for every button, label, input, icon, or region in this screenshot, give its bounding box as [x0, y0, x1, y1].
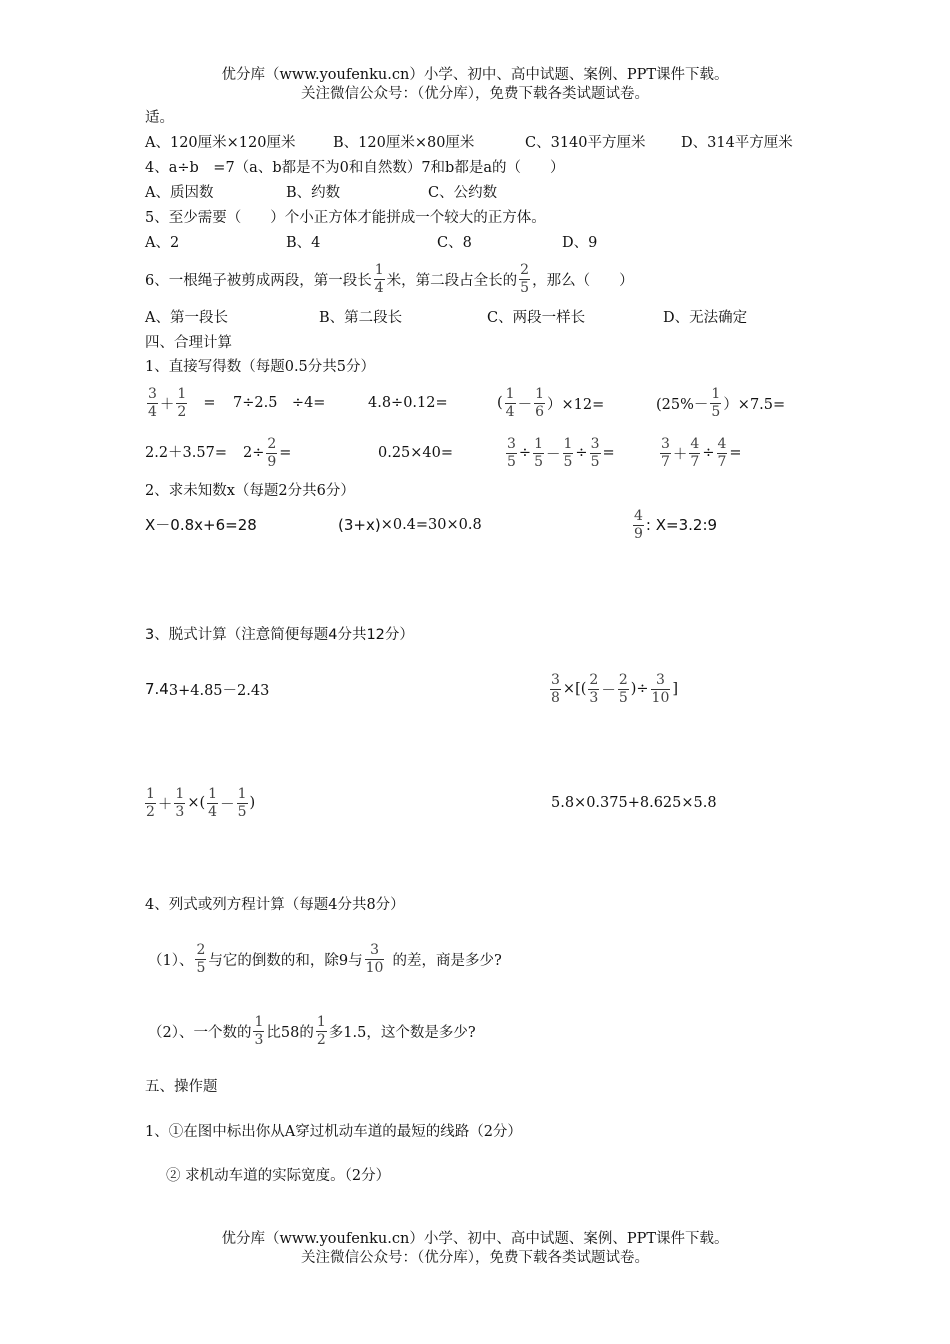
section5-title: 五、操作题: [145, 1079, 218, 1095]
fraction-three-quarters: $\frac{3}{4}$: [148, 385, 157, 420]
fraction-one-quarter: $\frac{1}{4}$: [374, 261, 384, 296]
q6-option-a: A、第一段长: [145, 310, 228, 326]
operation-q2: ② 求机动车道的实际宽度。（2分）: [166, 1168, 391, 1184]
q3-option-b: B、120厘米×80厘米: [333, 135, 475, 151]
fraction-one-half: $\frac{1}{2}$: [146, 785, 155, 820]
q4-option-a: A、质因数: [145, 185, 214, 201]
q6-option-b: B、第二段长: [319, 310, 403, 326]
fraction-two-ninths: $\frac{2}{9}$: [267, 435, 277, 470]
fraction-two-fifths: $\frac{2}{5}$: [618, 671, 628, 706]
fraction-one-quarter: $\frac{1}{4}$: [208, 785, 218, 820]
expr-3-4-plus-1-2: $\frac{3}{4}$ ＋ $\frac{1}{2}$ =: [148, 385, 216, 420]
calc-7-43: 7.4 3+4.85－2.43: [145, 680, 270, 699]
fraction-two-thirds: $\frac{2}{3}$: [589, 671, 599, 706]
expr-4-8-div-0-12: 4.8÷0.12=: [368, 395, 448, 411]
expr-2-2-plus-3-57: 2.2＋3.57=: [145, 445, 227, 461]
fraction-four-sevenths: $\frac{4}{7}$: [690, 435, 700, 470]
fraction-one-fifth: $\frac{1}{5}$: [563, 435, 573, 470]
page-footer-line1: 优分库（www.youfenku.cn）小学、初中、高中试题、案例、PPT课件下载。: [221, 1231, 729, 1247]
q3-option-c: C、3140平方厘米: [525, 135, 646, 151]
fraction-three-eighths: $\frac{3}{8}$: [551, 671, 560, 706]
operation-q1: 1、①在图中标出你从A穿过机动车道的最短的线路（2分）: [145, 1124, 522, 1140]
fraction-one-fifth: $\frac{1}{5}$: [237, 785, 247, 820]
q5-option-a: A、2: [145, 235, 180, 251]
word-problem-1: （1）、 $\frac{2}{5}$ 与它的倒数的和，除9与 $\frac{3}{10}$ 的差，商是多少?: [148, 941, 502, 976]
part3-title: 3、脱式计算（注意简便每题4分共12分）: [145, 627, 414, 643]
q4-stem: 4、a÷b =7（a、b都是不为0和自然数）7和b都是a的（ ）: [145, 160, 565, 176]
expr-quarter-minus-sixth: ( $\frac{1}{4}$ － $\frac{1}{6}$ ）×12=: [497, 385, 605, 420]
equation-3: $\frac{4}{9}$ : X=3.2:9: [634, 507, 718, 542]
expr-7-div-2-5: 7÷2.5 ÷4=: [233, 395, 326, 411]
fraction-one-fifth: $\frac{1}{5}$: [534, 435, 543, 470]
q4-option-c: C、公约数: [428, 185, 498, 201]
fraction-one-half: $\frac{1}{2}$: [177, 385, 187, 420]
fraction-one-fifth: $\frac{1}{5}$: [711, 385, 721, 420]
q3-option-d: D、314平方厘米: [681, 135, 793, 151]
q6-option-d: D、无法确定: [663, 310, 748, 326]
q5-stem: 5、至少需要（ ）个小正方体才能拼成一个较大的正方体。: [145, 210, 546, 226]
part1-title: 1、直接写得数（每题0.5分共5分）: [145, 359, 376, 375]
equation-1: X－0.8x+6=28: [145, 516, 257, 534]
q3-option-a: A、120厘米×120厘米: [145, 135, 296, 151]
fraction-three-tenths: $\frac{3}{10}$: [365, 941, 384, 976]
fraction-three-tenths: $\frac{3}{10}$: [651, 671, 670, 706]
q6-stem: [145, 257, 634, 301]
section4-title: 四、合理计算: [145, 335, 232, 351]
expr-25pct-minus-fifth: (25%－ $\frac{1}{5}$ ）×7.5=: [656, 385, 786, 420]
fraction-three-fifths: $\frac{3}{5}$: [590, 435, 600, 470]
q4-option-b: B、约数: [286, 185, 341, 201]
part2-title: 2、求未知数x（每题2分共6分）: [145, 483, 355, 499]
fraction-four-sevenths: $\frac{4}{7}$: [717, 435, 727, 470]
fraction-one-quarter: $\frac{1}{4}$: [505, 385, 515, 420]
calc-5-8-times: 5.8×0.375+8.625×5.8: [551, 795, 717, 811]
expr-sevenths: $\frac{3}{7}$ ＋ $\frac{4}{7}$ ÷ $\frac{4}{7}$ =: [661, 435, 742, 470]
calc-3-8-times-bracket: $\frac{3}{8}$ ×[( $\frac{2}{3}$ － $\frac{2}{5}$ )÷ $\frac{3}{10}$ ]: [551, 671, 679, 706]
q5-option-d: D、9: [562, 235, 598, 251]
word-problem-2: （2）、一个数的 $\frac{1}{3}$ 比58的 $\frac{1}{2}$ 多1.5，这个数是多少?: [148, 1013, 476, 1048]
q3-continuation: 适。: [145, 110, 174, 126]
page-header-line2: 关注微信公众号：（优分库），免费下载各类试题试卷。: [301, 86, 649, 102]
fraction-three-sevenths: $\frac{3}{7}$: [661, 435, 670, 470]
q6-text-a: 6、一根绳子被剪成两段，第一段长: [145, 272, 372, 289]
page-header-line1: 优分库（www.youfenku.cn）小学、初中、高中试题、案例、PPT课件下载。: [221, 67, 729, 83]
fraction-two-fifths: $\frac{2}{5}$: [196, 941, 206, 976]
expr-fifths-division: $\frac{3}{5}$ ÷ $\frac{1}{5}$ － $\frac{1}{5}$ ÷ $\frac{3}{5}$ =: [507, 435, 615, 470]
fraction-one-half: $\frac{1}{2}$: [316, 1013, 326, 1048]
q6-text-c: ，那么（ ）: [532, 272, 634, 289]
fraction-two-fifths: $\frac{2}{5}$: [520, 261, 530, 296]
fraction-one-third: $\frac{1}{3}$: [175, 785, 185, 820]
q6-text-b: 米，第二段占全长的: [386, 272, 518, 289]
fraction-three-fifths: $\frac{3}{5}$: [507, 435, 516, 470]
page-footer-line2: 关注微信公众号：（优分库），免费下载各类试题试卷。: [301, 1250, 649, 1266]
calc-half-plus-third: $\frac{1}{2}$ ＋ $\frac{1}{3}$ ×( $\frac{1}{4}$ － $\frac{1}{5}$ ): [146, 785, 256, 820]
q5-option-c: C、8: [437, 235, 472, 251]
fraction-four-ninths: $\frac{4}{9}$: [634, 507, 643, 542]
q5-option-b: B、4: [286, 235, 321, 251]
fraction-one-third: $\frac{1}{3}$: [254, 1013, 264, 1048]
equation-2: (3+x) ×0.4=30×0.8: [338, 516, 482, 534]
expr-2-div-2-9: 2÷ $\frac{2}{9}$ =: [243, 435, 292, 470]
part4-title: 4、列式或列方程计算（每题4分共8分）: [145, 897, 405, 913]
q6-option-c: C、两段一样长: [487, 310, 586, 326]
fraction-one-sixth: $\frac{1}{6}$: [535, 385, 545, 420]
expr-0-25-times-40: 0.25×40=: [378, 445, 454, 461]
